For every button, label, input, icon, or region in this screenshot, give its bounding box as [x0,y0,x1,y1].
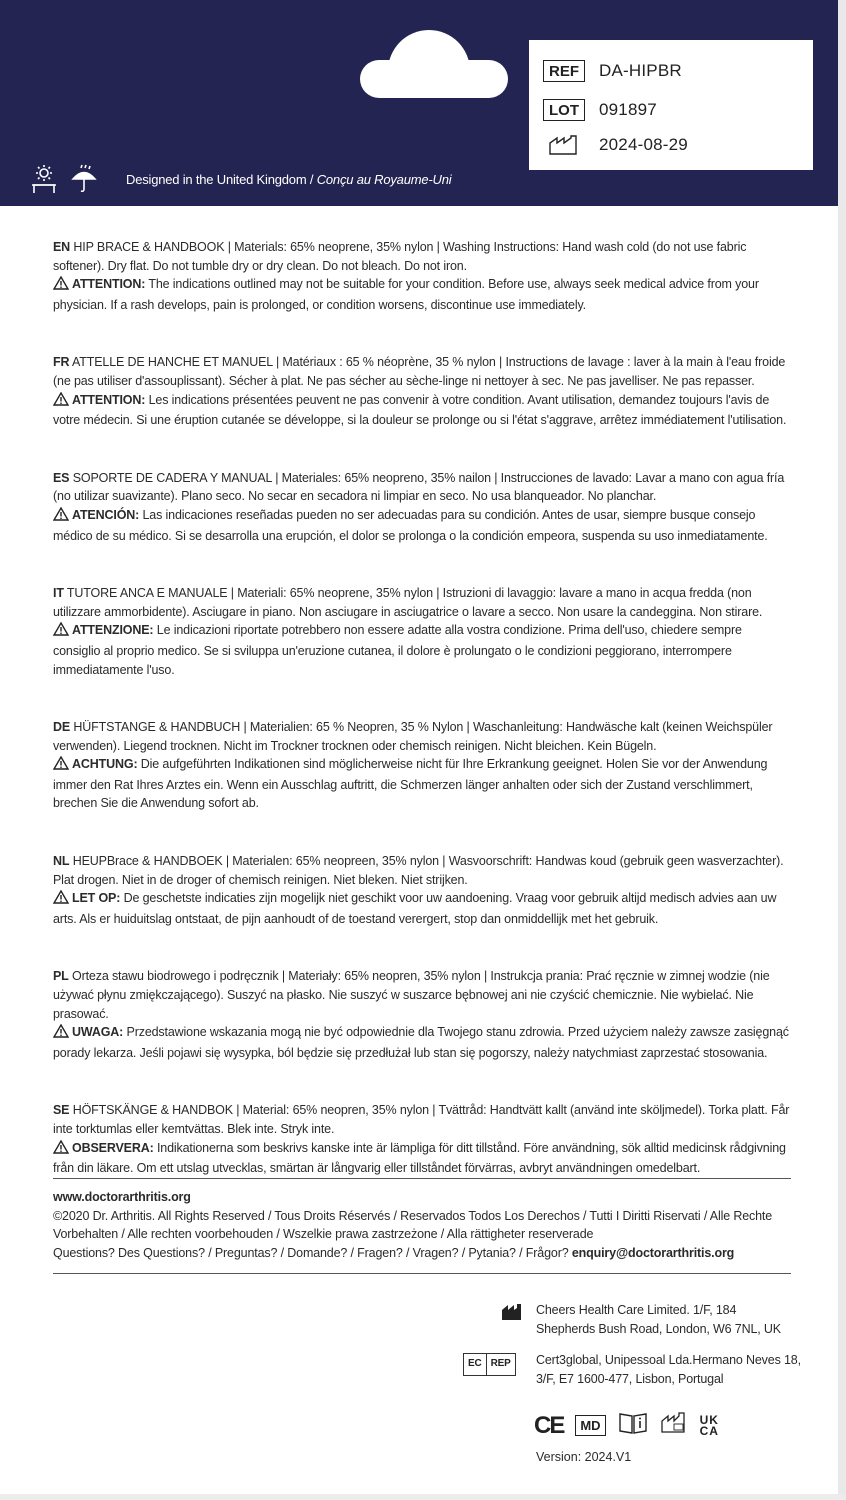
ec-label: EC [463,1353,487,1376]
warning-text: Die aufgeführten Indikationen sind möglicherweise nicht für Ihre Erkrankung geeignet. Holen Sie vor der Anwendung immer den Rat Ihres Arztes ein. Wenn ein Ausschlag auftritt, die Schmerzen länger anhalten oder sich der Zustand verschlimmert, brechen Sie die Anwendung sofort ab. [53,757,768,811]
warning-text: Indikationerna som beskrivs kanske inte är lämpliga för ditt tillstånd. Före användning, sök alltid medicinsk rådgivning från din läkare. Om ett utslag utvecklas, smärtan är långvarig eller tillståndet förvärras, avbryt användningen omedelbart. [53,1140,786,1176]
product-info-text: ATTELLE DE HANCHE ET MANUEL | Matériaux : 65 % néoprène, 35 % nylon | Instructions de lavage : laver à la main à l'eau froide (ne pas utiliser d'assouplissant). Sécher à plat. Ne pas sécher au sèche-linge ni nettoyer à sec. Ne pas javelliser. Ne pas repasser. [53,355,786,388]
footer-legal [53,1188,791,1262]
lot-row [543,97,657,123]
keep-dry-umbrella-icon [70,164,98,194]
questions-text: Questions? Des Questions? / Preguntas? / Domande? / Fragen? / Vragen? / Pytania? / Frågor? [53,1245,569,1260]
ref-row [543,58,682,84]
lang-code: ES [53,470,70,485]
keep-away-from-sunlight-icon [30,164,58,194]
version-text: Version: 2024.V1 [536,1450,632,1464]
lang-code: EN [53,240,71,254]
product-info-text: HIP BRACE & HANDBOOK | Materials: 65% neoprene, 35% nylon | Washing Instructions: Hand wash cold (do not use fabric softener). Dry flat. Do not tumble dry or dry clean. Do not bleach. Do not iron. [53,240,747,273]
warning-text: Le indicazioni riportate potrebbero non essere adatte alla vostra condizione. Prima dell'uso, chiedere sempre consiglio al proprio medico. Se si sviluppa un'eruzione cutanea, il dolore è prolungato o le condizioni peggiorano, interrompere immediatamente l'uso. [53,623,742,677]
manufacturer-line-2: Shepherds Bush Road, London, W6 7NL, UK [536,1321,781,1336]
lang-section-it [53,584,791,679]
warning-label: ACHTUNG: [72,757,138,772]
lang-section-se [53,1101,791,1177]
product-info-text: Orteza stawu biodrowego i podręcznik | Materiały: 65% neopren, 35% nylon | Instrukcja prania: Prać ręcznie w zimnej wodzie (nie używać płynu zmiękczającego). Suszyć na płasko. Nie suszyć w suszarce bębnowej ani nie czyścić chemicznie. Nie wybielać. Nie prasować. [53,969,770,1021]
lang-code: DE [53,720,71,735]
warning-label: OBSERVERA: [72,1140,154,1155]
warning-label: ATTENTION: [72,277,146,292]
website-link[interactable]: www.doctorarthritis.org [53,1190,191,1204]
rep-label: REP [487,1353,516,1376]
product-info-text: HEUPBrace & HANDBOEK | Materialen: 65% neopreen, 35% nylon | Wasvoorschrift: Handwas koud (gebruik geen wasverzachter). Plat drogen. Niet in de droger of chemisch reinigen. Niet bleken. Niet strijken. [53,854,784,887]
product-info-text: HÜFTSTANGE & HANDBUCH | Materialien: 65 % Neopren, 35 % Nylon | Waschanleitung: Handwäsche kalt (keinen Weichspüler verwenden). Liegend trocknen. Nicht im Trockner trocknen oder chemisch reinigen. Nicht bleichen. Kein Bügeln. [53,720,773,753]
warning-icon [53,507,69,527]
designed-in-text: Designed in the United Kingdom / Conçu au Royaume-Uni [126,171,452,187]
manufacturer-icon [501,1303,523,1327]
product-info-text: SOPORTE DE CADERA Y MANUAL | Materiales: 65% neopreno, 35% nailon | Instrucciones de lavado: Lavar a mano con agua fría (no utilizar suavizante). Plano seco. No secar en secadora ni limpiar en seco. No usa blanqueador. No planchar. [53,470,785,504]
warning-text: Les indications présentées peuvent ne pas convenir à votre condition. Avant utilisation, demandez toujours l'avis de votre médecin. Si une éruption cutanée se développe, si la douleur se prolonge ou si l'état s'aggrave, arrêtez immédiatement l'utilisation. [53,392,787,428]
lang-code: IT [53,586,64,601]
design-origin-row [30,163,451,195]
lang-code: FR [53,355,70,370]
ec-rep-line-1: Cert3global, Unipessoal Lda.Hermano Neves 18, [536,1353,801,1367]
warning-text: The indications outlined may not be suitable for your condition. Before use, always seek medical advice from your physician. If a rash develops, pain is prolonged, or condition worsens, discontinue use immediately. [53,277,759,312]
lang-code: PL [53,969,69,984]
lang-code: NL [53,854,70,869]
ukca-mark-icon: UK CA [699,1412,719,1438]
lang-section-nl [53,852,791,928]
warning-text: De geschetste indicaties zijn mogelijk niet geschikt voor uw aandoening. Vraag voor gebruik altijd medisch advies aan uw arts. Als er huiduitslag ontstaat, de pijn aanhoudt of de toestand verergert, stop dan onmiddellijk met het gebruik. [53,891,777,926]
page-edge-bottom [0,1494,846,1500]
lang-code: SE [53,1103,70,1118]
divider-bottom [53,1273,791,1274]
ref-symbol: REF [543,60,585,82]
warning-label: ATTENTION: [72,392,146,407]
lang-section-fr [53,353,791,429]
ec-rep-block [463,1351,803,1388]
manufacturer-block [501,1301,801,1338]
multilingual-instructions [53,238,791,1217]
consult-instructions-icon [618,1411,648,1440]
lang-section-pl [53,967,791,1062]
page-edge-right [838,0,846,1500]
lang-section-de [53,718,791,813]
warning-label: LET OP: [72,891,121,906]
product-info-text: HÖFTSKÄNGE & HANDBOK | Material: 65% neopren, 35% nylon | Tvättråd: Handtvätt kallt (använd inte sköljmedel). Torka platt. Får inte torktumlas eller kemtvättas. Blek inte. Stryk inte. [53,1103,790,1136]
manufacturer-line-1: Cheers Health Care Limited. 1/F, 184 [536,1303,737,1317]
ref-lot-label [529,40,813,170]
rights-text: ©2020 Dr. Arthritis. All Rights Reserved / Tous Droits Réservés / Reservados Todos Los Derechos / Tutti I Diritti Riservati / Alle Rechte Vorbehalten / Alle rechten voorbehouden / Wszelkie prawa zastrzeżone / Alla rättigheter reserverade [53,1208,773,1242]
warning-label: ATTENZIONE: [72,623,154,638]
ref-value: DA-HIPBR [599,61,682,80]
ec-rep-symbol [463,1353,516,1376]
lot-symbol: LOT [543,99,585,121]
warning-icon [53,1140,69,1160]
country-of-manufacture-icon [660,1411,688,1440]
medical-device-icon: MD [575,1415,605,1436]
warning-icon [53,756,69,776]
ce-mark-icon: CE [534,1411,564,1439]
warning-icon [53,1024,69,1044]
lang-section-es [53,469,791,545]
manufacture-date-value: 2024-08-29 [599,135,688,154]
warning-label: ATENCIÓN: [72,507,140,522]
lot-value: 091897 [599,100,657,119]
warning-label: UWAGA: [72,1025,124,1040]
lang-section-en [53,238,791,314]
product-info-text: TUTORE ANCA E MANUALE | Materiali: 65% neoprene, 35% nylon | Istruzioni di lavaggio: lavare a mano in acqua fredda (non utilizzare ammorbidente). Asciugare in piano. Non asciugare in asciugatrice o lavare a secco. Non usare la candeggina. Non stirare. [53,586,763,619]
warning-text: Przedstawione wskazania mogą nie być odpowiednie dla Twojego stanu zdrowia. Przed użyciem należy zawsze zasięgnąć porady lekarza. Jeśli pojawi się wysypka, ból będzie się przedłużał lub stan się pogorszy, należy natychmiast zaprzestać stosowania. [53,1025,789,1060]
ec-rep-line-2: 3/F, E7 1600-477, Lisbon, Portugal [536,1371,724,1386]
warning-icon [53,622,69,642]
regulatory-marks [534,1411,719,1440]
manufacture-date-row [543,132,688,158]
header-band [0,0,838,206]
warning-icon [53,890,69,910]
date-of-manufacture-icon [543,134,585,156]
warning-text: Las indicaciones reseñadas pueden no ser adecuadas para su condición. Antes de usar, siempre busque consejo médico de su médico. Si se desarrolla una erupción, el dolor se prolonga o la condición empeora, suspenda su uso inmediatamente. [53,507,768,543]
email-link[interactable]: enquiry@doctorarthritis.org [571,1245,735,1260]
divider-top [53,1178,791,1179]
warning-icon [53,276,69,296]
warning-icon [53,392,69,412]
hang-hole [360,30,508,98]
